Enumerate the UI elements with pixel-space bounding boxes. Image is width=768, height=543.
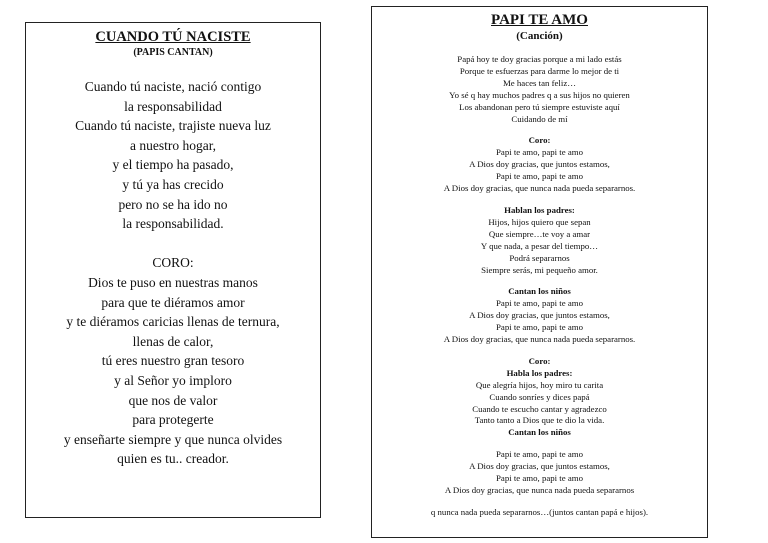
lyric-line: Yo sé q hay muchos padres q a sus hijos no quieren [449, 89, 630, 100]
lyric-line: quien es tu.. creador. [117, 451, 229, 467]
lyric-line: Tanto tanto a Dios que te dio la vida. [474, 415, 605, 426]
song-subtitle: (Canción) [516, 30, 563, 42]
lyric-line: A Dios doy gracias, que nunca nada pueda separarnos. [443, 183, 636, 194]
lyric-line: Cuando tú naciste, trajiste nueva luz [75, 118, 271, 134]
lyric-line: Cuidando de mí [511, 113, 568, 124]
lyric-line: Cuando sonríes y dices papá [489, 391, 590, 402]
lyric-line: la responsabilidad. [122, 216, 224, 232]
lyric-line: Los abandonan pero tú siempre estuviste aquí [459, 101, 620, 112]
verse [26, 77, 320, 234]
song-title: CUANDO TÚ NACISTE [95, 29, 251, 45]
verse-children [372, 286, 707, 346]
chorus-label: Coro: [528, 135, 551, 146]
closing-line [372, 507, 707, 519]
lyric-line: A Dios doy gracias, que nunca nada pueda separarnos [444, 485, 635, 495]
section-label: Cantan los niños [508, 427, 571, 438]
chorus-label: Coro: [528, 355, 551, 366]
lyric-line: Cuando te escucho cantar y agradezco [472, 403, 607, 414]
lyric-line: A Dios doy gracias, que juntos estamos, [469, 310, 610, 321]
lyric-line: Me haces tan feliz… [502, 77, 577, 88]
lyric-line: Que siempre…te voy a amar [488, 228, 591, 239]
section-label: Cantan los niños [508, 286, 571, 297]
section-label: Habla los padres: [506, 367, 573, 378]
lyric-line: Papi te amo, papi te amo [496, 322, 583, 333]
chorus-label: CORO: [152, 255, 194, 271]
lyric-line: y te diéramos caricias llenas de ternura, [66, 314, 280, 330]
lyric-line: a nuestro hogar, [129, 137, 217, 153]
lyric-line: Que alegría hijos, hoy miro tu carita [475, 379, 604, 390]
verse [372, 54, 707, 125]
lyric-line: para que te diéramos amor [101, 294, 245, 310]
lyric-line: Y que nada, a pesar del tiempo… [480, 240, 599, 251]
chorus [26, 253, 320, 469]
song-subtitle: (PAPIS CANTAN) [133, 47, 213, 58]
lyric-line: Papi te amo, papi te amo [496, 298, 583, 309]
lyric-line: Siempre serás, mi pequeño amor. [481, 264, 598, 275]
lyric-line: llenas de calor, [132, 333, 214, 349]
section-label: Hablan los padres: [504, 204, 575, 215]
lyrics-body [26, 77, 320, 469]
verse-parents [372, 205, 707, 276]
lyric-line: Papi te amo, papi te amo [496, 171, 583, 182]
lyric-line: q nunca nada pueda separarnos…(juntos cantan papá e hijos). [430, 506, 649, 517]
lyric-line: pero no se ha ido no [118, 196, 228, 212]
lyric-line: y al Señor yo imploro [114, 372, 232, 388]
lyric-line: A Dios doy gracias, que nunca nada pueda separarnos. [443, 334, 636, 345]
lyric-line: y el tiempo ha pasado, [112, 157, 234, 173]
lyric-line: Papi te amo, papi te amo [496, 449, 583, 460]
lyrics-body [372, 54, 707, 519]
lyric-line: Papi te amo, papi te amo [496, 473, 583, 484]
lyric-line: para protegerte [132, 412, 214, 428]
song-card-papi-te-amo [371, 6, 708, 538]
lyric-line: y enseñarte siempre y que nunca olvides [63, 431, 283, 447]
lyric-line: A Dios doy gracias, que juntos estamos, [469, 159, 610, 170]
verse [372, 449, 707, 497]
lyric-line: Papi te amo, papi te amo [496, 147, 583, 158]
lyric-line: Cuando tú naciste, nació contigo [84, 79, 262, 94]
lyric-line: A Dios doy gracias, que juntos estamos, [469, 461, 610, 472]
lyric-line: tú eres nuestro gran tesoro [101, 353, 245, 369]
lyric-line: Papá hoy te doy gracias porque a mi lado estás [457, 54, 622, 64]
lyric-line: que nos de valor [128, 392, 218, 408]
song-title: PAPI TE AMO [491, 12, 588, 28]
lyric-line: y tú ya has crecido [122, 176, 224, 192]
lyric-line: Podrá separarnos [509, 252, 570, 263]
lyric-line: la responsabilidad [124, 98, 222, 114]
chorus-parents [372, 356, 707, 439]
lyric-line: Hijos, hijos quiero que sepan [488, 216, 591, 227]
lyric-line: Porque te esfuerzas para darme lo mejor de ti [459, 65, 620, 76]
song-card-cuando-tu-naciste [25, 22, 321, 518]
lyric-line: Dios te puso en nuestras manos [88, 274, 258, 290]
chorus [372, 135, 707, 195]
